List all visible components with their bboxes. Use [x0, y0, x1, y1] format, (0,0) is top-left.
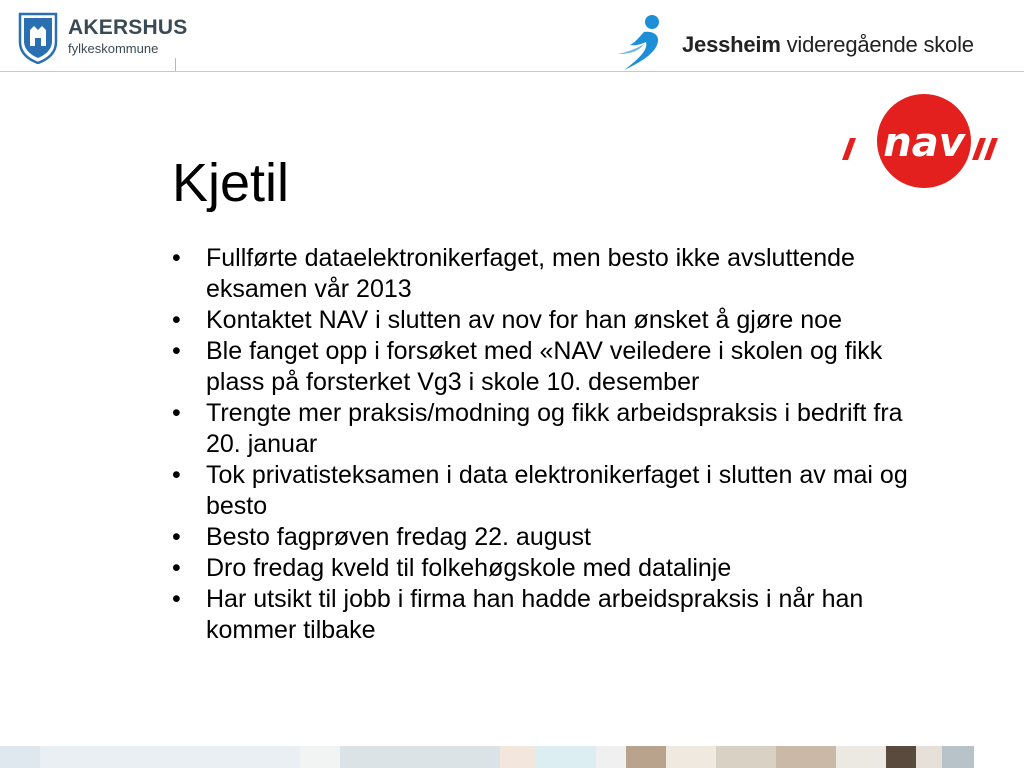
akershus-logo	[14, 10, 194, 66]
header-divider	[0, 71, 1024, 72]
strip-segment	[40, 746, 300, 768]
strip-segment	[500, 746, 536, 768]
nav-logo-text: nav	[883, 120, 965, 166]
slide-title: Kjetil	[172, 153, 290, 213]
county-subtitle: fylkeskommune	[68, 41, 159, 56]
jessheim-logo	[616, 14, 1016, 70]
nav-logo-icon	[840, 92, 1000, 192]
bottom-photo-strip	[0, 746, 1024, 768]
bullet-item: • Besto fagprøven fredag 22. august	[170, 522, 940, 553]
school-name-rest: videregående skole	[780, 32, 974, 57]
bullet-item: • Fullførte dataelektronikerfaget, men besto ikke avsluttende eksamen vår 2013	[170, 243, 940, 305]
strip-segment	[836, 746, 886, 768]
strip-segment	[300, 746, 340, 768]
school-name-bold: Jessheim	[682, 32, 781, 57]
strip-segment	[536, 746, 596, 768]
bullet-item: • Tok privatisteksamen i data elektronikerfaget i slutten av mai og besto	[170, 460, 940, 522]
bullet-item: • Har utsikt til jobb i firma han hadde arbeidspraksis i når han kommer tilbake	[170, 584, 940, 646]
bullet-item: • Trengte mer praksis/modning og fikk arbeidspraksis i bedrift fra 20. januar	[170, 398, 940, 460]
jessheim-runner-icon	[616, 14, 672, 72]
county-name: AKERSHUS	[68, 16, 188, 39]
bullet-item: • Kontaktet NAV i slutten av nov for han ønsket å gjøre noe	[170, 305, 940, 336]
bullet-item: • Dro fredag kveld til folkehøgskole med datalinje	[170, 553, 940, 584]
strip-segment	[340, 746, 500, 768]
strip-segment	[916, 746, 942, 768]
akershus-shield-icon	[18, 12, 58, 64]
strip-segment	[666, 746, 716, 768]
strip-segment	[942, 746, 974, 768]
strip-segment	[886, 746, 916, 768]
strip-segment	[776, 746, 836, 768]
school-name	[682, 32, 974, 58]
strip-segment	[0, 746, 40, 768]
header-divider-tick	[175, 58, 176, 72]
strip-segment	[596, 746, 626, 768]
strip-segment	[626, 746, 666, 768]
bullet-item: • Ble fanget opp i forsøket med «NAV veiledere i skolen og fikk plass på forsterket Vg3 i skole 10. desember	[170, 336, 940, 398]
strip-segment	[716, 746, 776, 768]
bullet-list	[170, 243, 940, 646]
